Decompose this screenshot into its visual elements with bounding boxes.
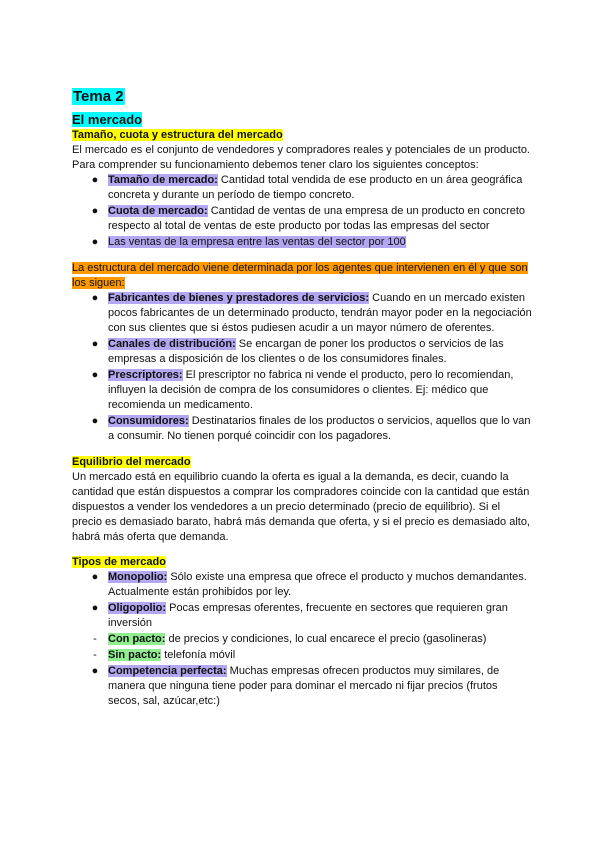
bullet-icon: ● — [91, 338, 99, 350]
structure-intro: La estructura del mercado viene determinada por los agentes que intervienen en él y que son los siguen: — [72, 262, 528, 289]
bullet-icon: ● — [91, 415, 99, 427]
bullet-icon: ● — [91, 571, 99, 583]
section-heading-market: El mercado — [72, 112, 143, 127]
heading-market-types: Tipos de mercado — [72, 556, 166, 568]
list-item: ● Monopolio: Sólo existe una empresa que ofrece el producto y muchos demandantes. Actualmente están prohibidos por ley. — [91, 571, 527, 598]
document-page — [72, 88, 532, 710]
bullet-icon: ● — [91, 292, 99, 304]
bullet-icon: ● — [91, 205, 99, 217]
list-item: - Sin pacto: telefonía móvil — [108, 648, 532, 663]
list-item: - Con pacto: de precios y condiciones, lo cual encarece el precio (gasolineras) — [108, 632, 532, 647]
bullet-icon: ● — [91, 174, 99, 186]
list-item: ● Prescriptores: El prescriptor no fabrica ni vende el producto, pero lo recomiendan, influyen la decisión de compra de los consumidores o clientes. Ej: médico que recomienda un medicamento. — [91, 369, 514, 411]
list-item: ● Las ventas de la empresa entre las ventas del sector por 100 — [91, 236, 406, 248]
list-item: ● Canales de distribución: Se encargan de poner los productos o servicios de las empresas a disposición de los clientes o de los consumidores finales. — [91, 338, 504, 365]
subheading-market-size: Tamaño, cuota y estructura del mercado — [72, 129, 283, 141]
heading-equilibrium: Equilibrio del mercado — [72, 456, 191, 468]
list-item: ● Fabricantes de bienes y prestadores de servicios: Cuando en un mercado existen pocos fabricantes de un determinado producto, tendrán mayor poder en la negociación con sus clientes que si éstos pudiesen acudir a un mayor número de oferentes. — [91, 292, 532, 334]
market-types-list — [72, 570, 532, 709]
agents-list — [72, 291, 532, 444]
market-intro-1: El mercado es el conjunto de vendedores y compradores reales y potenciales de un producto. — [72, 144, 530, 156]
bullet-icon: ● — [91, 236, 99, 248]
list-item: ● Competencia perfecta: Muchas empresas ofrecen productos muy similares, de manera que ninguna tiene poder para dominar el mercado ni fijar precios (frutos secos, sal, azúcar,etc:) — [91, 665, 500, 707]
concepts-list — [72, 173, 532, 250]
page-title: Tema 2 — [73, 88, 124, 105]
list-item: ● Oligopolio: Pocas empresas oferentes, frecuente en sectores que requieren gran inversión — [91, 602, 508, 629]
list-item: ● Cuota de mercado: Cantidad de ventas de una empresa de un producto en concreto respecto al total de ventas de este producto por todas las empresas del sector — [91, 205, 526, 232]
dash-icon: - — [93, 633, 97, 645]
bullet-icon: ● — [91, 665, 99, 677]
list-item: ● Tamaño de mercado: Cantidad total vendida de ese producto en un área geográfica concreta y durante un período de tiempo concreto. — [91, 174, 523, 201]
equilibrium-text: Un mercado está en equilibrio cuando la oferta es igual a la demanda, es decir, cuando la cantidad que están dispuestos a comprar los compradores coincide con la cantidad que están dispuestos a vender los vendedores a un precio determinado (precio de equilibrio). Si el precio es demasiado barato, habrá más demanda que oferta, y si el precio es demasiado alto, habrá más oferta que demanda. — [72, 471, 530, 543]
list-item: ● Consumidores: Destinatarios finales de los productos o servicios, aquellos que lo van a consumir. No tienen porqué coincidir con los pagadores. — [91, 415, 531, 442]
bullet-icon: ● — [91, 602, 99, 614]
market-intro-2: Para comprender su funcionamiento debemos tener claro los siguientes conceptos: — [72, 159, 479, 171]
dash-icon: - — [93, 649, 97, 661]
bullet-icon: ● — [91, 369, 99, 381]
